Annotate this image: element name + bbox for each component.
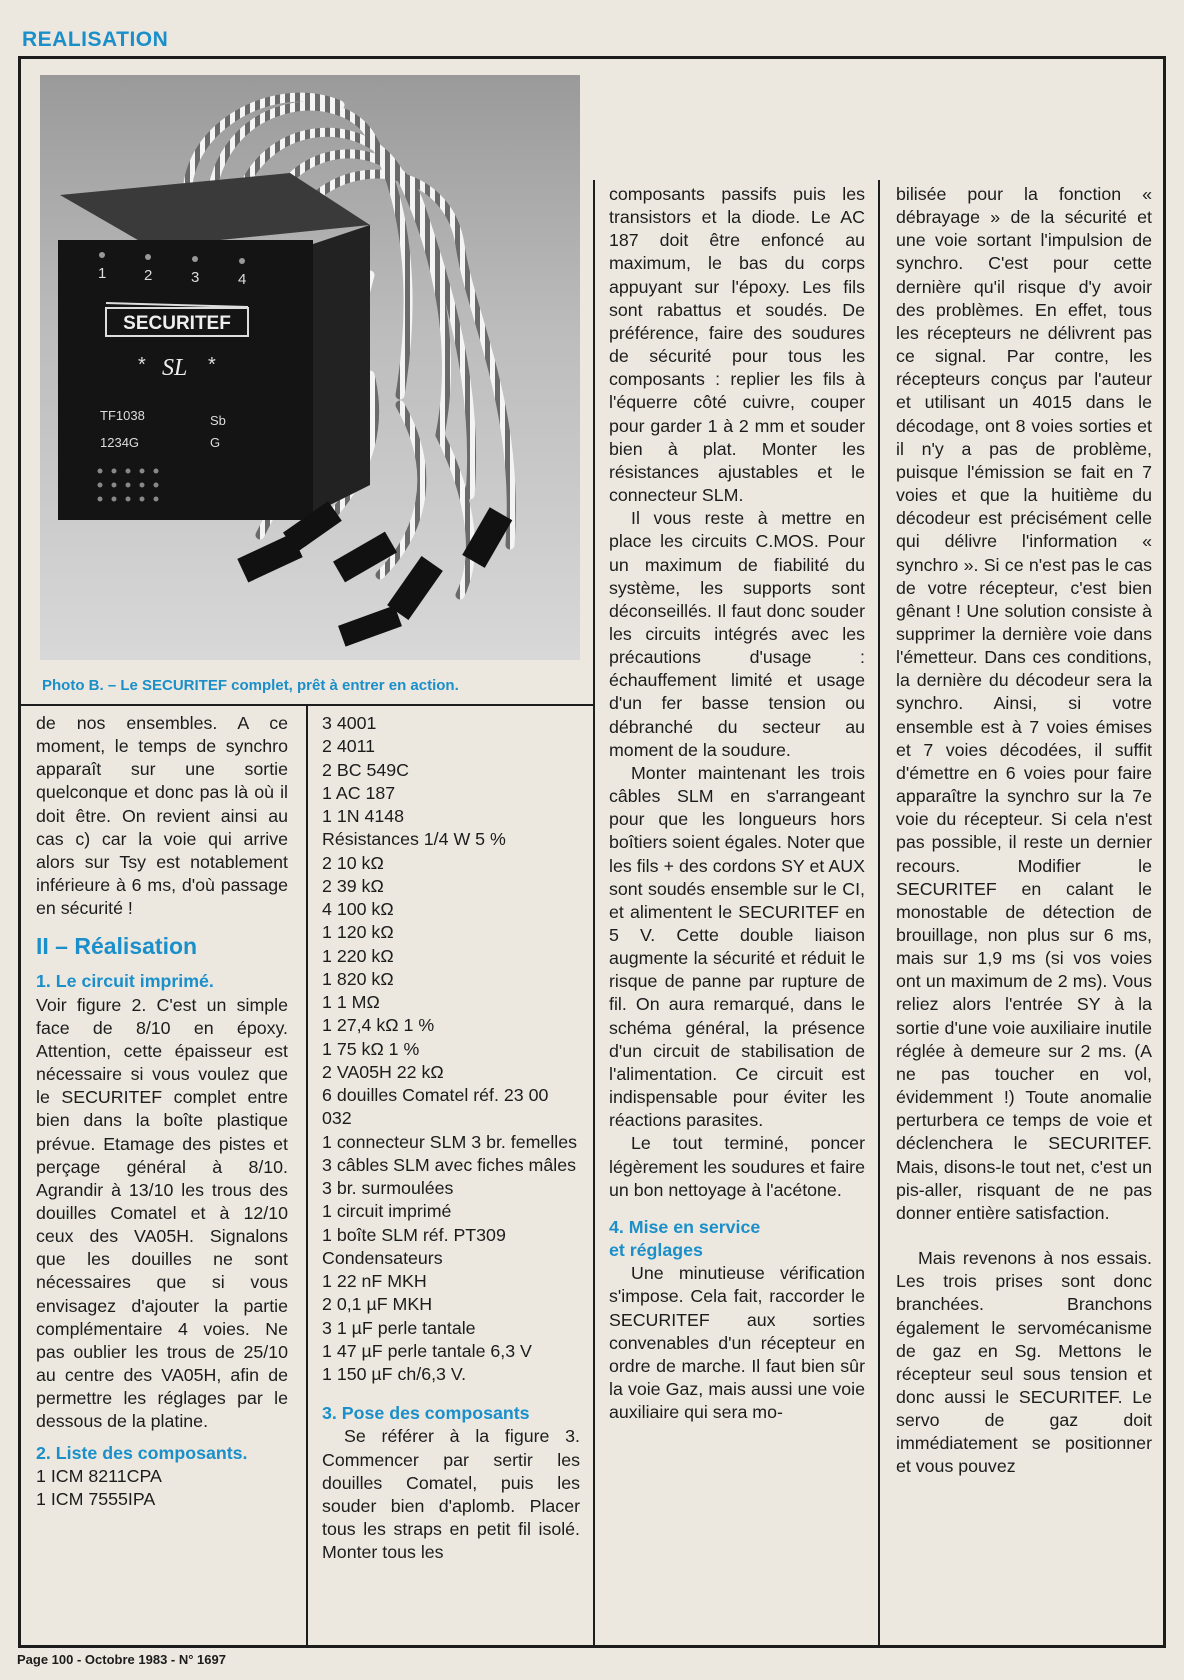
subsection-title: 1. Le circuit imprimé. xyxy=(36,971,214,992)
subsection-title: 3. Pose des composants xyxy=(322,1403,530,1424)
paragraph: Monter maintenant les trois câbles SLM en s'arrangeant pour que les longueurs hors boîtiers soient égales. Noter que les fils + des cordons SY et AUX sont soudés ensemble sur le CI, et alimentent le SECURITEF en 5 V. Cette double liaison augmente la sécurité et réduit le risque de panne par rupture de fil. On aura remarqué, dans le schéma général, la présence d'un circuit de stabilisation de l'alimentation. Ce circuit est indispensable pour éviter les réactions parasites. xyxy=(609,762,866,1131)
page-footer: Page 100 - Octobre 1983 - N° 1697 xyxy=(17,1652,226,1667)
model-code: TF1038 xyxy=(100,408,145,423)
parts-item: 1 boîte SLM réf. PT309 xyxy=(322,1224,506,1245)
photo-securitef xyxy=(40,75,580,660)
frame-bottom xyxy=(18,1645,1166,1648)
parts-item: 2 10 kΩ xyxy=(322,852,384,873)
paragraph: Voir figure 2. C'est un simple face de 8/10 en époxy. Attention, cette épaisseur est nécessaire si vous voulez que le SECURITEF complet entre bien dans la boîte plastique prévue. Etamage des pistes et perçage général à 8/10. Agrandir à 13/10 les trous des douilles Comatel et à 12/10 ceux des VA05H. Signalons que les douilles ne sont nécessaires que si vous envisagez d'ajouter la partie complémentaire 4 voies. Ne pas oublier les trous de 25/10 au centre des VA05H, afin de permettre les réglages par le dessous de la platine. xyxy=(36,994,288,1432)
frame-left xyxy=(18,56,21,1648)
logo-text: SL xyxy=(162,355,188,381)
column-1 xyxy=(36,712,288,1511)
column-3 xyxy=(609,183,865,1424)
paragraph: composants passifs puis les transistors et la diode. Le AC 187 doit être enfoncé au maximum, le bas du corps appuyant sur l'époxy. Les fils sont rabattus et soudés. De préférence, faire des soudures de sécurité pour tous les composants : replier les fils à l'équerre côté cuivre, couper pour garder 1 à 2 mm et souder bien à plat. Monter les résistances ajustables et le connecteur SLM. xyxy=(609,184,865,506)
parts-item: 3 1 µF perle tantale xyxy=(322,1317,476,1338)
frame-top xyxy=(18,56,1166,59)
star-icon: * xyxy=(138,354,146,376)
parts-item: 1 27,4 kΩ 1 % xyxy=(322,1015,435,1036)
col-divider-3 xyxy=(878,180,880,1646)
output-label-sb: Sb xyxy=(210,413,226,428)
device-title: SECURITEF xyxy=(123,313,231,334)
securitef-device-illustration xyxy=(40,75,580,660)
frame-right xyxy=(1163,56,1166,1648)
subsection-title: et réglages xyxy=(609,1240,703,1261)
section-title: II – Réalisation xyxy=(36,933,198,960)
paragraph: Le tout terminé, poncer légèrement les soudures et faire un bon nettoyage à l'acétone. xyxy=(609,1133,865,1200)
star-icon: * xyxy=(208,354,216,376)
paragraph: Se référer à la figure 3. Commencer par sertir les douilles Comatel, puis les souder bien d'aplomb. Placer tous les straps en petit fil isolé. Monter tous les xyxy=(322,1426,580,1563)
parts-item: 3 4001 xyxy=(322,713,377,733)
paragraph: de nos ensembles. A ce moment, le temps de synchro apparaît sur une sortie quelconque et donc pas là où il doit être. On revient ainsi au cas c) car la voie qui arrive alors sur Tsy est notablement inférieure à 6 ms, d'où passage en sécurité ! xyxy=(36,713,288,919)
output-label-g: G xyxy=(210,435,221,450)
parts-item: 1 820 kΩ xyxy=(322,968,394,989)
parts-item: 1 AC 187 xyxy=(322,782,396,803)
channel-number: 1 xyxy=(98,265,107,282)
parts-item: 1 ICM 8211CPA xyxy=(36,1465,162,1486)
paragraph: Mais revenons à nos essais. Les trois prises sont donc branchées. Branchons également le servomécanisme de gaz en Sg. Mettons le récepteur seul sous tension et donc aussi le SECURITEF. Le servo de gaz doit immédiatement se positionner et vous pouvez xyxy=(896,1248,1152,1477)
parts-item: 2 39 kΩ xyxy=(322,875,384,896)
serial-code: 1234G xyxy=(100,435,140,450)
parts-item: Condensateurs xyxy=(322,1247,443,1268)
paragraph: Une minutieuse vérification s'impose. Cela fait, raccorder le SECURITEF aux sorties convenables d'un récepteur en ordre de marche. Il faut bien sûr la voie Gaz, mais aussi une voie auxiliaire qui sera mo- xyxy=(609,1263,865,1423)
parts-list xyxy=(322,712,580,1386)
parts-item: 2 BC 549C xyxy=(322,759,409,780)
parts-item: 6 douilles Comatel réf. 23 00 032 xyxy=(322,1085,549,1129)
parts-item: 1 120 kΩ xyxy=(322,922,394,943)
parts-item: Résistances 1/4 W 5 % xyxy=(322,829,506,850)
photo-caption: Photo B. – Le SECURITEF complet, prêt à entrer en action. xyxy=(42,677,459,694)
channel-number: 4 xyxy=(238,271,247,288)
col-divider-1 xyxy=(306,706,308,1646)
channel-number: 3 xyxy=(191,269,200,286)
parts-item: 1 220 kΩ xyxy=(322,945,394,966)
parts-item: 4 100 kΩ xyxy=(322,899,394,919)
parts-item: 1 75 kΩ 1 % xyxy=(322,1038,420,1059)
parts-item: 1 22 nF MKH xyxy=(322,1271,427,1291)
parts-item: 2 0,1 µF MKH xyxy=(322,1294,433,1315)
paragraph: Il vous reste à mettre en place les circuits C.MOS. Pour un maximum de fiabilité du système, les supports sont déconseillés. Il faut donc souder les circuits intégrés avec les précautions d'usage : échauffement limité et usage d'un fer basse tension ou débranché du secteur au moment de la soudure. xyxy=(609,508,865,760)
parts-item: 1 1 MΩ xyxy=(322,992,380,1012)
parts-item: 2 4011 xyxy=(322,736,376,757)
section-header: REALISATION xyxy=(22,28,169,51)
channel-number: 2 xyxy=(144,267,153,284)
parts-item: 1 150 µF ch/6,3 V. xyxy=(322,1364,467,1384)
subsection-title: 2. Liste des composants. xyxy=(36,1442,248,1463)
parts-item: 1 circuit imprimé xyxy=(322,1201,452,1222)
column-4 xyxy=(896,183,1152,1479)
parts-item: 1 1N 4148 xyxy=(322,806,405,826)
parts-item: 1 connecteur SLM 3 br. femelles xyxy=(322,1131,577,1152)
subsection-title: 4. Mise en service xyxy=(609,1216,761,1237)
column-2 xyxy=(322,712,580,1564)
parts-item: 1 ICM 7555IPA xyxy=(36,1488,156,1509)
paragraph: bilisée pour la fonction « débrayage » de la sécurité et une voie sortant l'impulsion de synchro. C'est pour cette dernière qu'il risque d'y avoir des problèmes. En effet, tous les récepteurs ne délivrent pas ce signal. Par contre, les récepteurs conçus par l'auteur et utilisant un 4015 dans le décodage, ont 8 voies sorties et il n'y a pas de problème, puisque l'émission se fait en 7 voies et que la huitième du décodeur est précisément celle qui délivre l'information « synchro ». Si ce n'est pas le cas de votre récepteur, c'est bien gênant ! Une solution consiste à supprimer la dernière voie dans l'émetteur. Dans ces conditions, la dernière du décodeur sera la synchro. Ainsi, si votre ensemble est à 7 voies émises et 7 voies décodées, il suffit d'émettre en 6 voies pour faire apparaître la synchro sur la 7e voie du récepteur. Si cela n'est pas possible, il reste un dernier recours. Modifier le SECURITEF en calant le monostable de détection de brouillage, non plus sur 6 ms, mais sur 1,9 ms (si vos voies ont un maximum de 2 ms). Vous reliez alors l'entrée SY à la sortie d'une voie auxiliaire inutile réglée à demeure sur 2 ms. (A ne pas toucher en vol, évidemment !) Toute anomalie perturbera ce temps de voie et déclenchera le SECURITEF. Mais, disons-le tout net, c'est un pis-aller, risquant de ne pas donner entière satisfaction. xyxy=(896,184,1152,1223)
col-divider-2 xyxy=(593,180,595,1646)
parts-item: 2 VA05H 22 kΩ xyxy=(322,1061,444,1082)
parts-item: 1 47 µF perle tantale 6,3 V xyxy=(322,1340,532,1361)
parts-item: 3 câbles SLM avec fiches mâles 3 br. surmoulées xyxy=(322,1154,576,1198)
